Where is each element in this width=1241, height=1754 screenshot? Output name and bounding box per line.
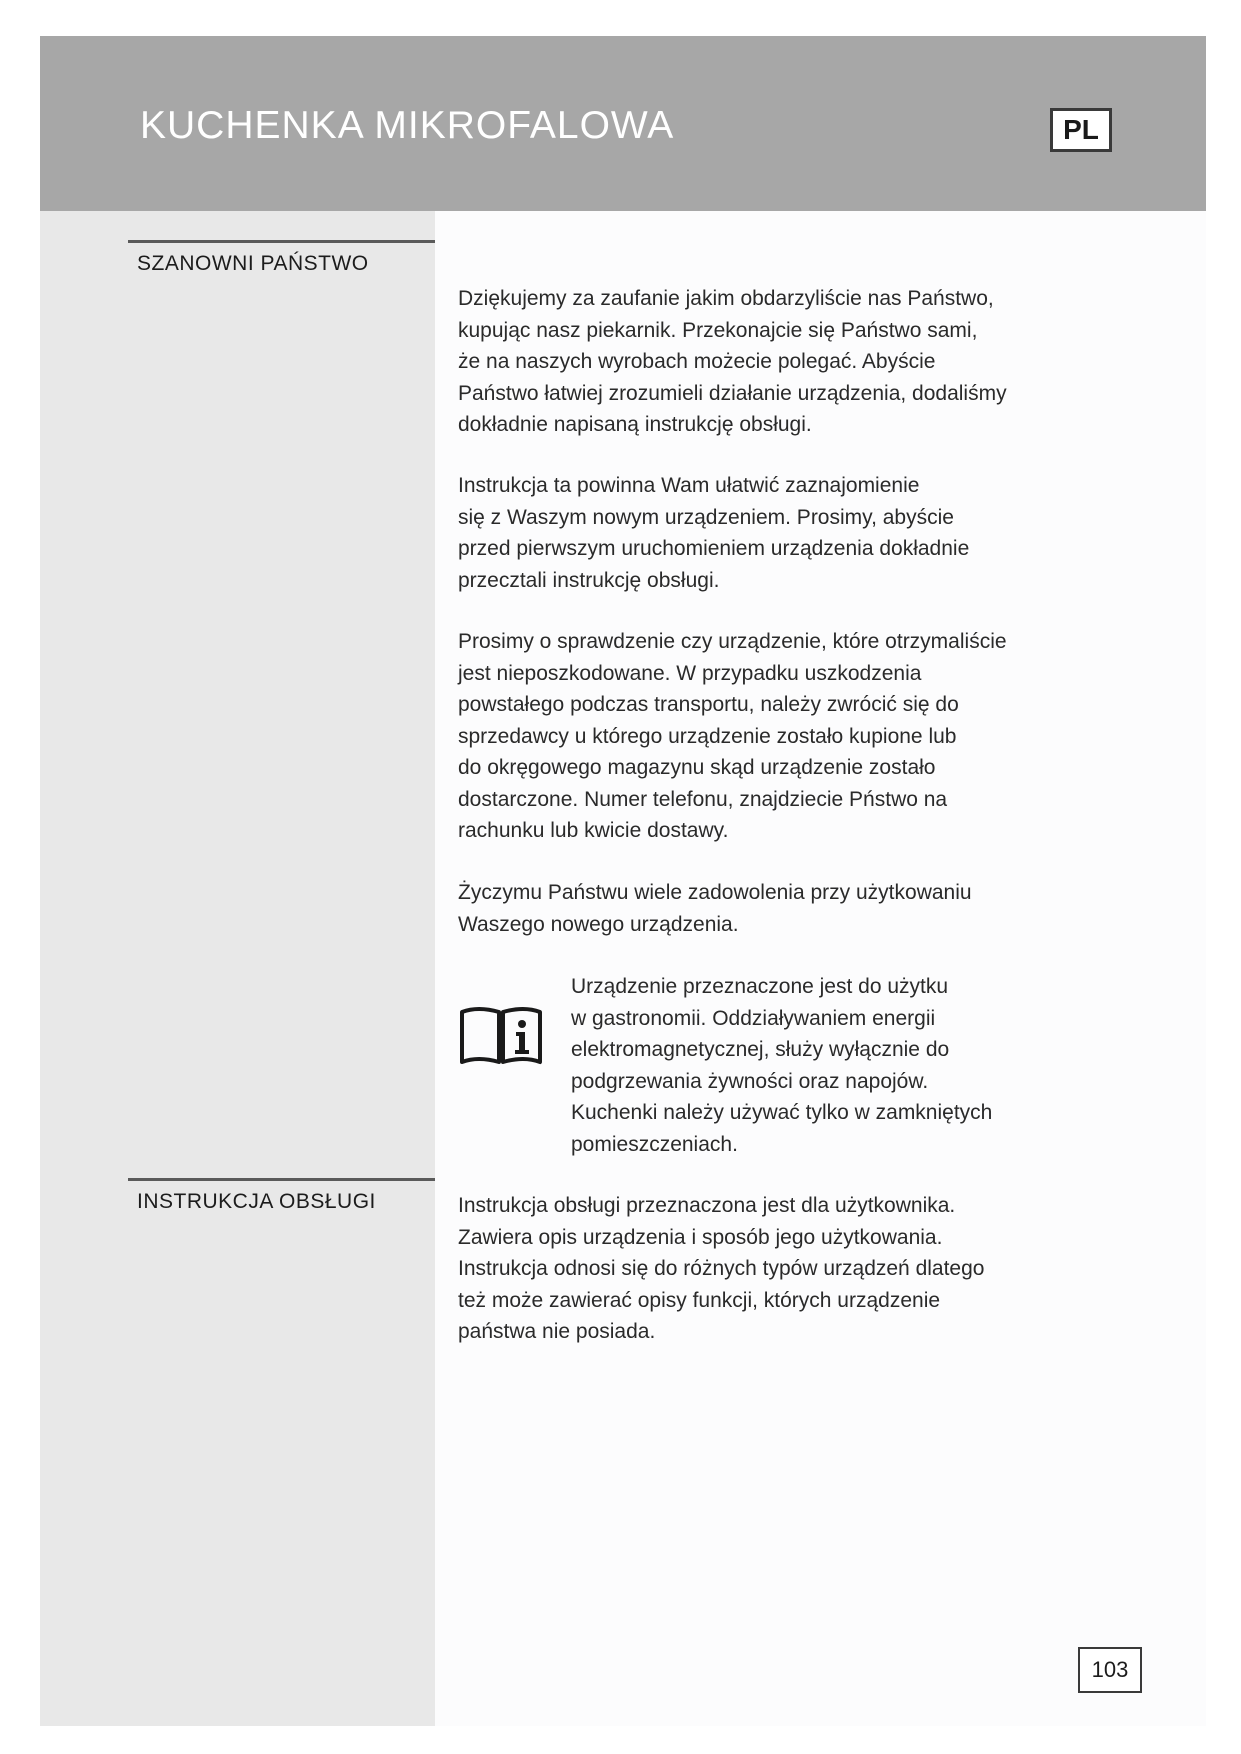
text-line: powstałego podczas transportu, należy zwrócić się do — [458, 693, 959, 716]
text-line: Waszego nowego urządzenia. — [458, 912, 739, 936]
page-header — [40, 36, 1206, 211]
text-line: Instrukcja ta powinna Wam ułatwić zaznajomienie — [458, 474, 920, 497]
text-line: Urządzenie przeznaczone jest do użytku — [571, 975, 949, 998]
document-title: KUCHENKA MIKROFALOWA — [140, 104, 675, 147]
language-badge: PL — [1050, 108, 1112, 152]
paragraph-instructions — [458, 470, 1133, 596]
text-line: przed pierwszym uruchomieniem urządzenia dokładnie — [458, 537, 970, 560]
usage-note — [571, 971, 1131, 1160]
section-heading-manual: INSTRUKCJA OBSŁUGI — [128, 1178, 435, 1214]
text-line: Zawiera opis urządzenia i sposób jego użytkowania. — [458, 1225, 943, 1249]
text-line: że na naszych wyrobach możecie polegać. Abyście — [458, 350, 936, 373]
page-number: 103 — [1078, 1647, 1142, 1693]
section-heading-greeting: SZANOWNI PAŃSTWO — [128, 240, 435, 276]
text-line: też może zawierać opisy funkcji, których urządzenie — [458, 1288, 941, 1312]
text-line: kupując nasz piekarnik. Przekonajcie się Państwo sami, — [458, 318, 978, 342]
text-line: rachunku lub kwicie dostawy. — [458, 819, 729, 842]
text-line: Instrukcja odnosi się do różnych typów urządzeń dlatego — [458, 1257, 985, 1280]
text-line: Życzymu Państwu wiele zadowolenia przy użytkowaniu — [458, 881, 972, 904]
text-line: Dziękujemy za zaufanie jakim obdarzyliście nas Państwo, — [458, 287, 994, 310]
text-line: do okręgowego magazynu skąd urządzenie zostało — [458, 756, 936, 779]
text-line: Kuchenki należy używać tylko w zamkniętych — [571, 1101, 993, 1124]
text-line: podgrzewania żywności oraz napojów. — [571, 1069, 929, 1093]
paragraph-wishes — [458, 877, 1133, 940]
paragraph-inspection — [458, 626, 1133, 847]
text-line: Prosimy o sprawdzenie czy urządzenie, które otrzymaliście — [458, 630, 1007, 653]
paragraph-thanks — [458, 283, 1133, 441]
text-line: Instrukcja obsługi przeznaczona jest dla użytkownika. — [458, 1194, 956, 1217]
text-line: dostarczone. Numer telefonu, znajdziecie Pństwo na — [458, 787, 948, 811]
text-line: się z Waszym nowym urządzeniem. Prosimy, abyście — [458, 505, 954, 529]
text-line: pomieszczeniach. — [571, 1132, 738, 1156]
text-line: przecztali instrukcję obsługi. — [458, 568, 720, 592]
text-line: państwa nie posiada. — [458, 1320, 656, 1343]
text-line: Państwo łatwiej zrozumieli działanie urządzenia, dodaliśmy — [458, 381, 1007, 405]
text-line: sprzedawcy u którego urządzenie zostało kupione lub — [458, 724, 957, 748]
text-line: dokładnie napisaną instrukcję obsługi. — [458, 413, 812, 436]
manual-info-icon — [458, 1004, 544, 1070]
sidebar-column — [40, 211, 435, 1726]
text-line: jest nieposzkodowane. W przypadku uszkodzenia — [458, 661, 922, 685]
text-line: w gastronomii. Oddziaływaniem energii — [571, 1006, 936, 1030]
text-line: elektromagnetycznej, służy wyłącznie do — [571, 1038, 950, 1061]
paragraph-manual — [458, 1190, 1133, 1348]
